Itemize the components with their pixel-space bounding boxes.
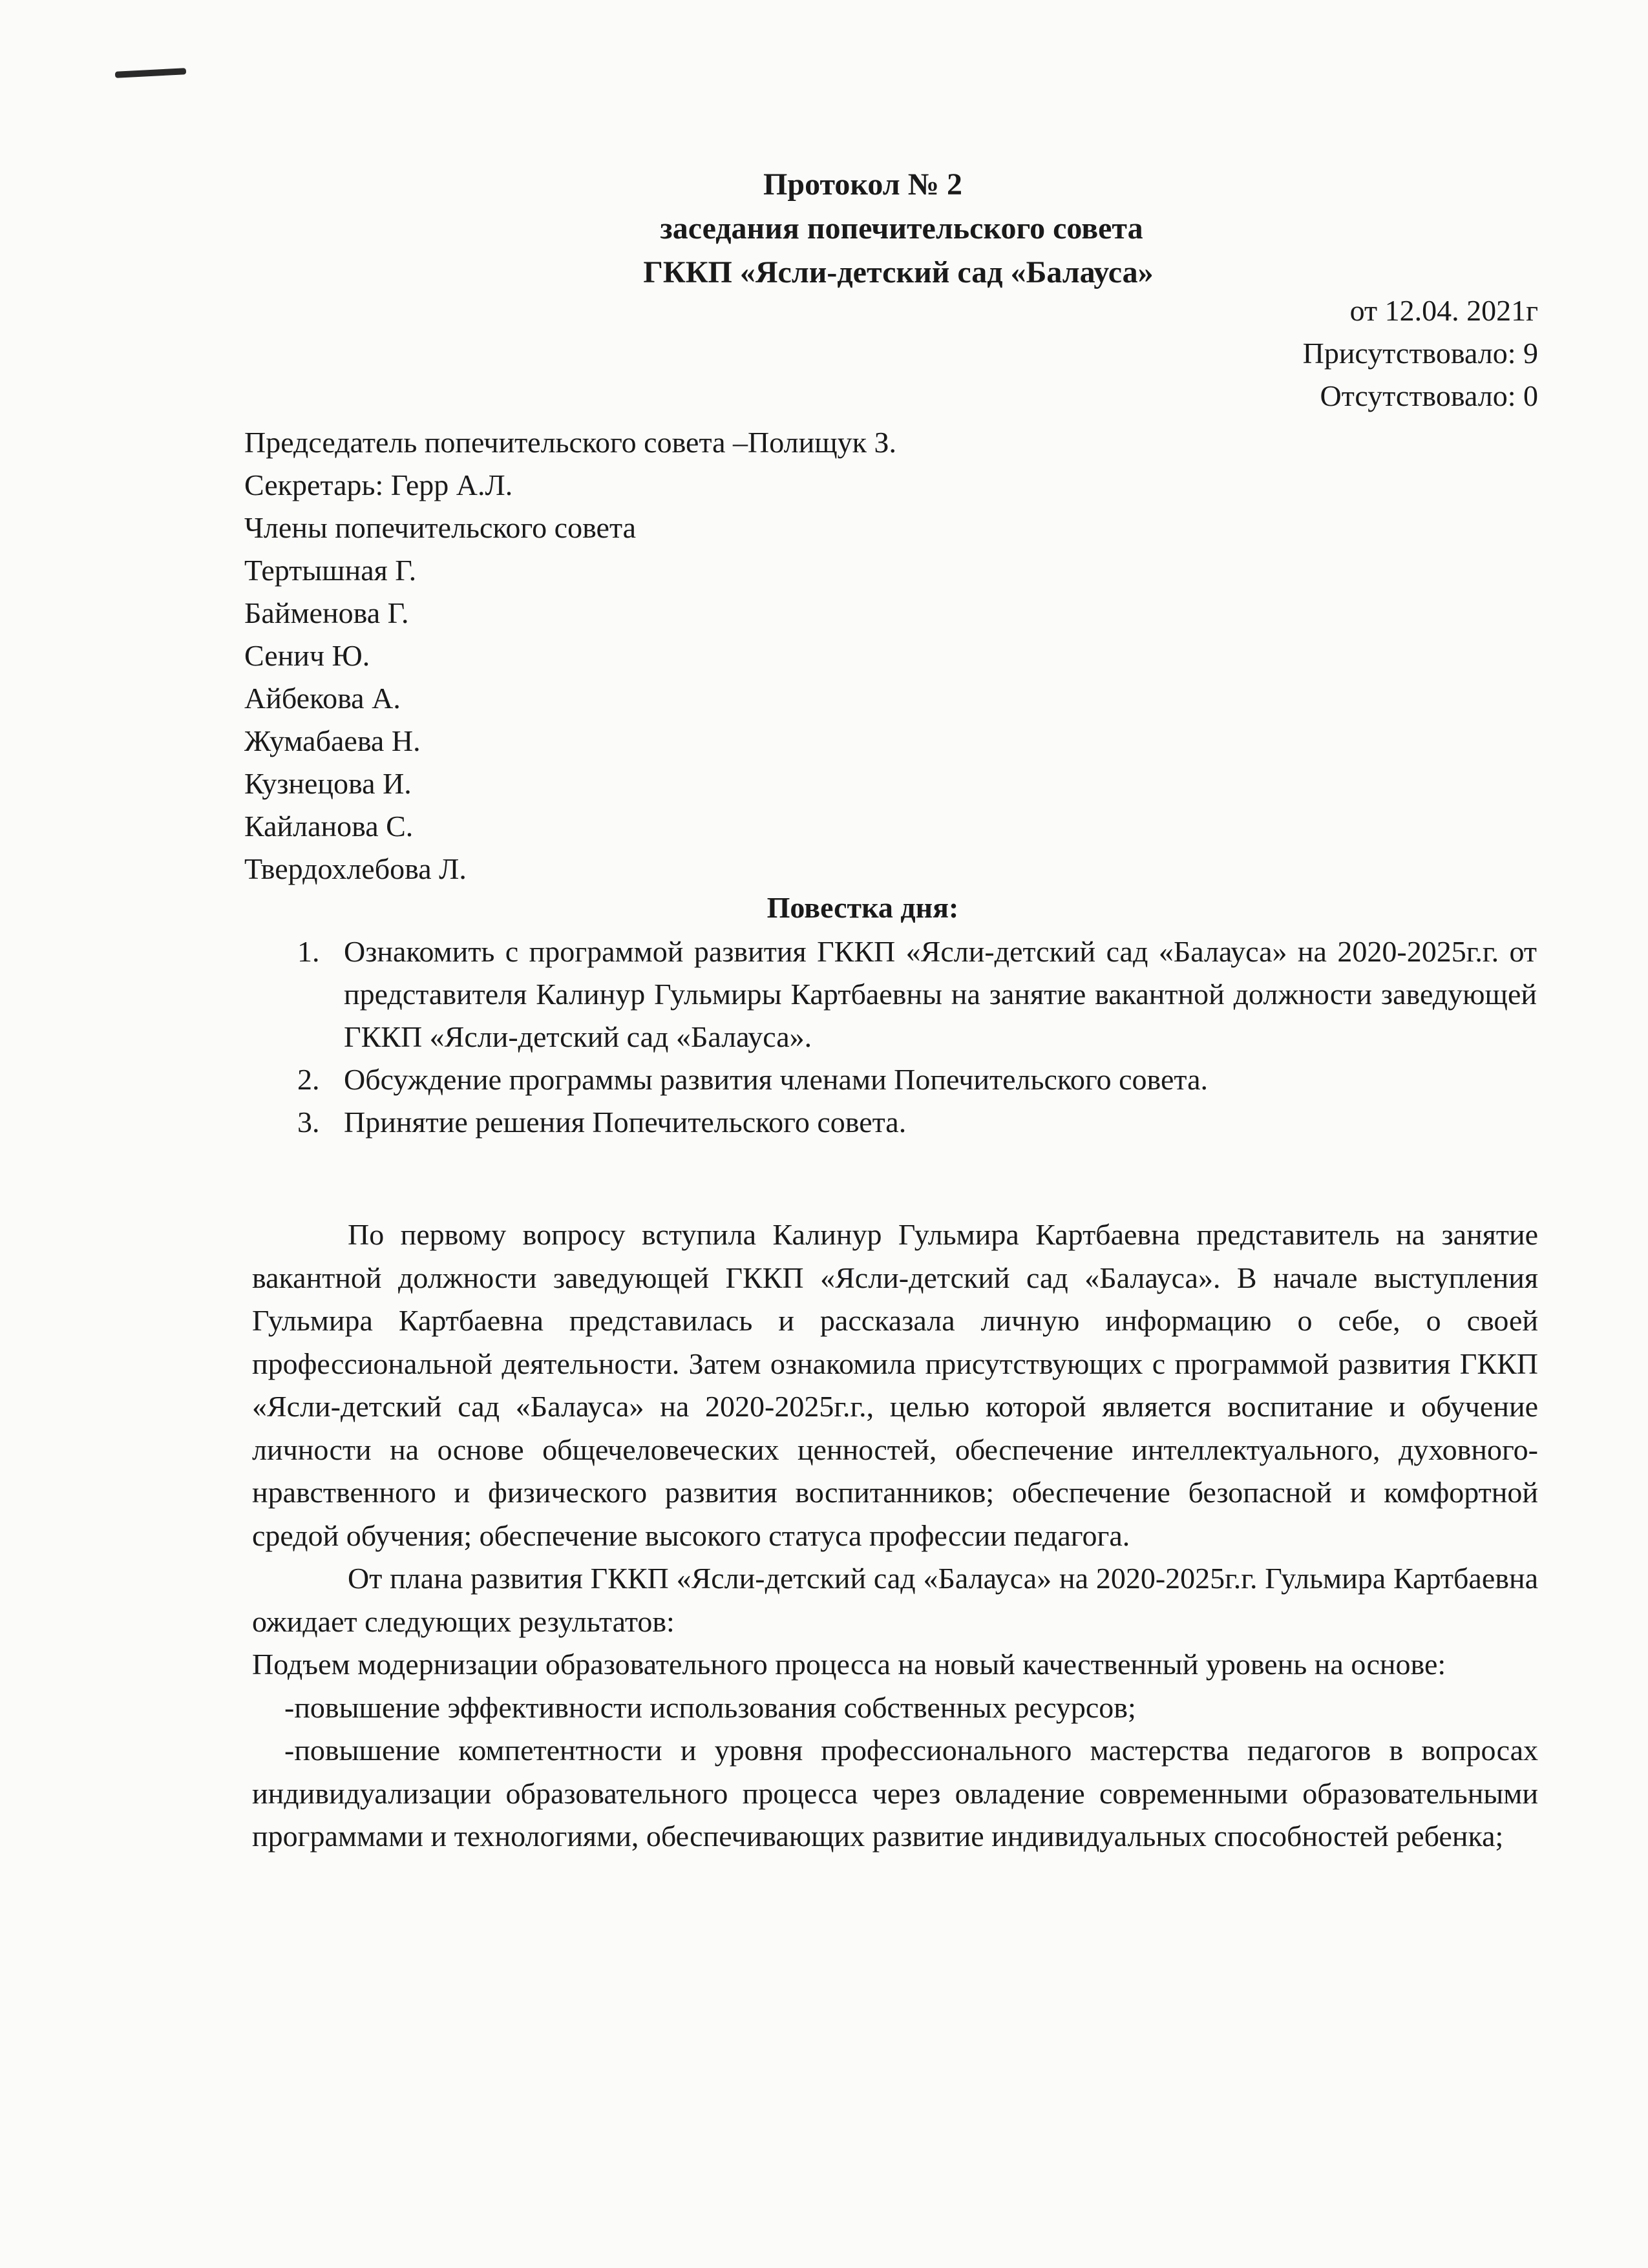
protocol-title xyxy=(0,163,1648,295)
protocol-number: Протокол № 2 xyxy=(763,167,962,202)
member-item: Жумабаева Н. xyxy=(244,724,421,757)
present-count: Присутствовало: 9 xyxy=(1302,337,1538,370)
meeting-meta xyxy=(1303,289,1538,417)
agenda-item-number: 3. xyxy=(297,1106,320,1139)
expected-results-paragraph: От плана развития ГККП «Ясли-детский сад «Балауса» на 2020-2025г.г. Гульмира Картбаевна ожидает следующих результатов: xyxy=(252,1562,1538,1638)
organization-name: ГККП «Ясли-детский сад «Балауса» xyxy=(643,255,1154,289)
agenda-item-text: Ознакомить с программой развития ГККП «Ясли-детский сад «Балауса» на 2020-2025г.г. от представителя Калинур Гульмиры Картбаевны на занятие вакантной должности заведующей ГККП «Ясли-детский сад «Балауса». xyxy=(344,935,1537,1053)
result-item: -повышение компетентности и уровня профессионального мастерства педагогов в вопросах индивидуализации образовательного процесса через овладение современными образовательными программами и технологиями, обеспечивающих развитие индивидуальных способностей ребенка; xyxy=(252,1734,1538,1853)
member-item: Кайланова С. xyxy=(244,810,414,843)
agenda-item xyxy=(297,930,1537,1058)
minutes-body xyxy=(252,1213,1538,1858)
result-item: -повышение эффективности использования собственных ресурсов; xyxy=(284,1690,1136,1724)
secretary: Секретарь: Герр А.Л. xyxy=(244,468,513,501)
agenda-item-number: 2. xyxy=(297,1063,320,1096)
members-label: Члены попечительского совета xyxy=(244,511,637,544)
agenda-item xyxy=(297,1058,1537,1101)
agenda-item-text: Принятие решения Попечительского совета. xyxy=(344,1106,907,1139)
agenda-list xyxy=(297,930,1537,1144)
agenda-heading: Повестка дня: xyxy=(766,891,959,924)
meeting-title: заседания попечительского совета xyxy=(660,211,1143,246)
meeting-date: от 12.04. 2021г xyxy=(1349,294,1538,327)
agenda-item-text: Обсуждение программы развития членами Попечительского совета. xyxy=(344,1063,1209,1096)
modernization-paragraph: Подъем модернизации образовательного процесса на новый качественный уровень на основе: xyxy=(252,1648,1446,1681)
member-item: Кузнецова И. xyxy=(244,767,412,800)
scan-mark xyxy=(115,68,186,78)
member-item: Сенич Ю. xyxy=(244,639,370,672)
chairman: Председатель попечительского совета –Полищук З. xyxy=(244,426,897,459)
agenda-item-number: 1. xyxy=(297,935,320,968)
first-question-paragraph: По первому вопросу вступила Калинур Гульмира Картбаевна представитель на занятие вакантной должности заведующей ГККП «Ясли-детский сад «Балауса». В начале выступления Гульмира Картбаевна представилась и рассказала личную информацию о себе, о своей профессиональной деятельности. Затем ознакомила присутствующих с программой развития ГККП «Ясли-детский сад «Балауса» на 2020-2025г.г., целью которой является воспитание и обучение личности на основе общечеловеческих ценностей, обеспечение интеллектуального, духовного-нравственного и физического развития воспитанников; обеспечение безопасной и комфортной средой обучения; обеспечение высокого статуса профессии педагога. xyxy=(252,1218,1538,1552)
member-item: Байменова Г. xyxy=(244,596,409,629)
agenda-item xyxy=(297,1101,1537,1144)
council-members xyxy=(244,421,896,890)
member-item: Тертышная Г. xyxy=(244,554,417,587)
member-item: Твердохлебова Л. xyxy=(244,852,467,885)
member-item: Айбекова А. xyxy=(244,682,401,715)
absent-count: Отсутствовало: 0 xyxy=(1320,379,1538,412)
